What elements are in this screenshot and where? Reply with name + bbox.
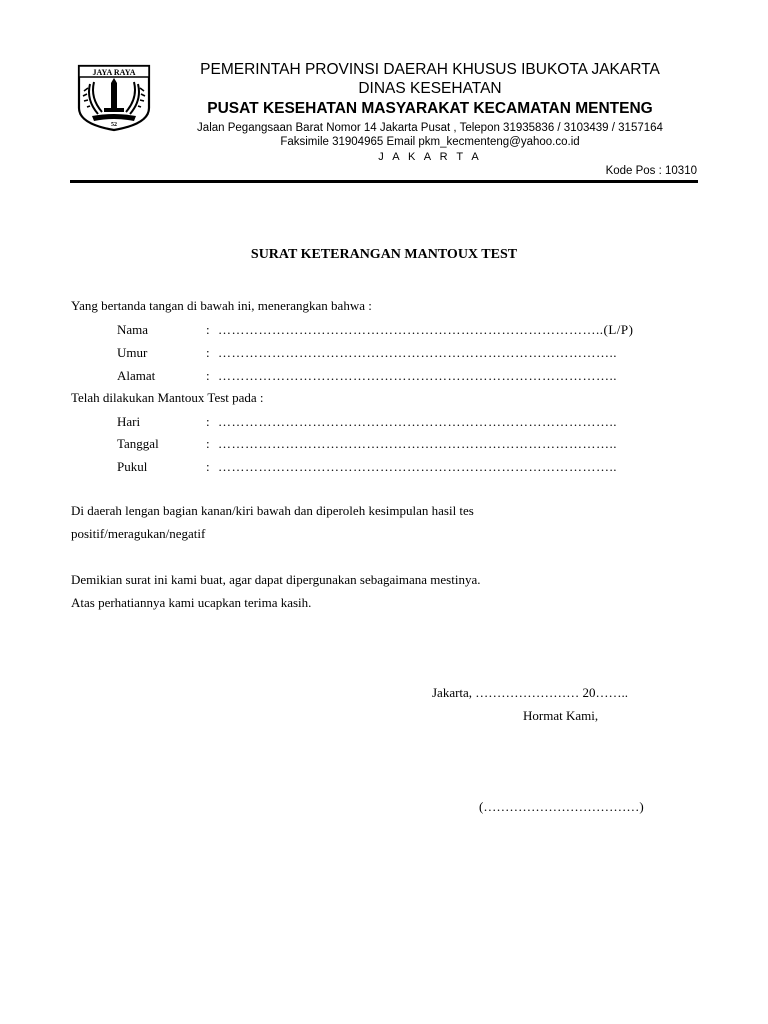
place-date: Jakarta, …………………… 20…….. (432, 685, 629, 700)
closing-text-line2: Atas perhatiannya kami ucapkan terima kasih. (71, 595, 312, 610)
nama-field: …………………………………………………………………………..(L/P) (218, 322, 634, 337)
pukul-label: Pukul (117, 459, 148, 474)
postal-code: Kode Pos : 10310 (605, 165, 697, 177)
header-fax-email: Faksimile 31904965 Email pkm_kecmenteng@yahoo.co.id (280, 136, 580, 148)
nama-label: Nama (117, 322, 149, 337)
letter-title: SURAT KETERANGAN MANTOUX TEST (250, 247, 518, 262)
svg-text:52: 52 (111, 122, 117, 128)
umur-label: Umur (117, 345, 148, 360)
hari-field: …………………………………………………………………………….. (218, 414, 617, 429)
header-divider (70, 180, 698, 183)
pukul-colon: : (206, 459, 210, 474)
tanggal-label: Tanggal (117, 436, 159, 451)
logo-text: JAYA RAYA (92, 68, 136, 77)
signature-placeholder: (………………………………) (479, 799, 644, 814)
header-department: DINAS KESEHATAN (358, 80, 502, 97)
alamat-colon: : (206, 368, 210, 383)
test-intro-text: Telah dilakukan Mantoux Test pada : (71, 390, 264, 405)
result-text-line1: Di daerah lengan bagian kanan/kiri bawah dan diperoleh kesimpulan hasil tes (71, 503, 474, 518)
header-address: Jalan Pegangsaan Barat Nomor 14 Jakarta Pusat , Telepon 31935836 / 3103439 / 3157164 (197, 122, 663, 134)
hari-label: Hari (117, 414, 141, 429)
result-text-line2: positif/meragukan/negatif (71, 526, 206, 541)
jaya-raya-emblem-logo (76, 64, 152, 132)
alamat-field: …………………………………………………………………………….. (218, 368, 617, 383)
regards-text: Hormat Kami, (523, 708, 599, 723)
hari-colon: : (206, 414, 210, 429)
umur-colon: : (206, 345, 210, 360)
pukul-field: …………………………………………………………………………….. (218, 459, 617, 474)
nama-colon: : (206, 322, 210, 337)
tanggal-field: …………………………………………………………………………….. (218, 436, 617, 451)
header-government: PEMERINTAH PROVINSI DAERAH KHUSUS IBUKOTA JAKARTA (200, 61, 660, 78)
header-city: J A K A R T A (378, 151, 482, 163)
umur-field: …………………………………………………………………………….. (218, 345, 617, 360)
closing-text-line1: Demikian surat ini kami buat, agar dapat dipergunakan sebagaimana mestinya. (71, 572, 481, 587)
header-institution: PUSAT KESEHATAN MASYARAKAT KECAMATAN MENTENG (207, 100, 653, 117)
intro-text: Yang bertanda tangan di bawah ini, menerangkan bahwa : (71, 298, 372, 313)
tanggal-colon: : (206, 436, 210, 451)
alamat-label: Alamat (117, 368, 156, 383)
